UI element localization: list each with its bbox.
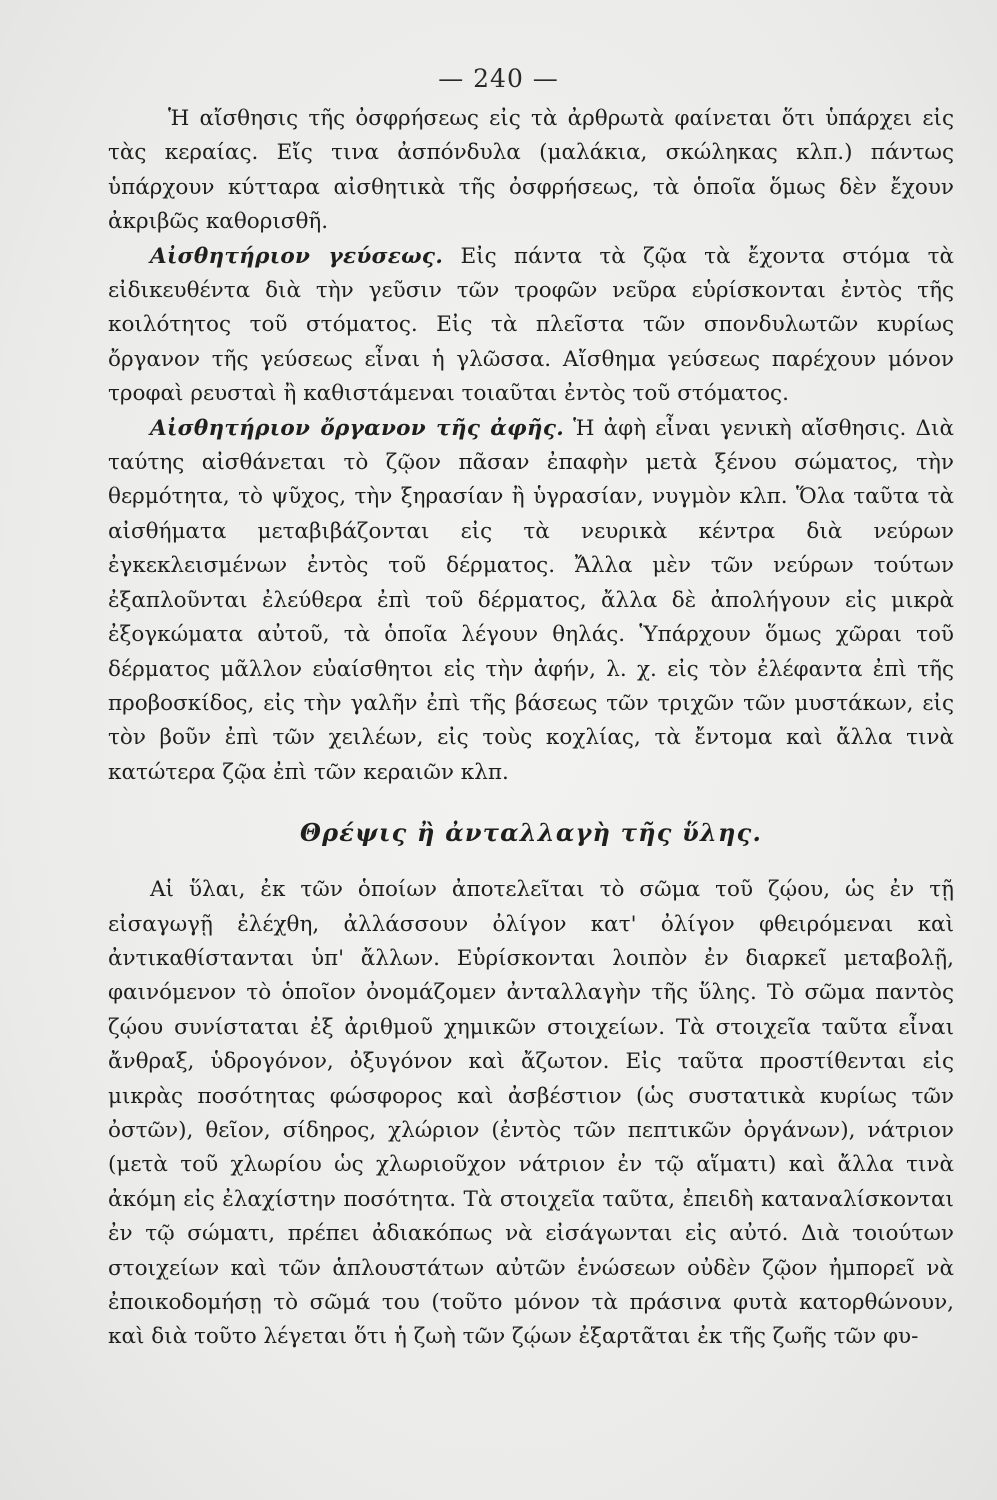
paragraph-touch-text: Ἡ ἀφὴ εἶναι γενικὴ αἴσθησις. Διὰ ταύτης αἰσθάνεται τὸ ζῷον πᾶσαν ἐπαφὴν μετὰ ξένου σώματος, τὴν θερμότητα, τὸ ψῦχος, τὴν ξηρασίαν ἢ ὑγρασίαν, νυγμὸν κλπ. Ὅλα ταῦτα τὰ αἰσθήματα μεταβιβάζονται εἰς τὰ νευρικὰ κέντρα διὰ νεύρων ἐγκεκλεισμένων ἐντὸς τοῦ δέρματος. Ἄλλα μὲν τῶν νεύρων τούτων ἐξαπλοῦνται ἐλεύθερα ἐπὶ τοῦ δέρματος, ἄλλα δὲ ἀπολήγουν εἰς μικρὰ ἐξογκώματα αὐτοῦ, τὰ ὁποῖα λέγουν θηλάς. Ὑπάρχουν ὅμως χῶραι τοῦ δέρματος μᾶλλον εὐαίσθητοι εἰς τὴν ἀφήν, λ. χ. εἰς τὸν ἐλέφαντα ἐπὶ τῆς προβοσκίδος, εἰς τὴν γαλῆν ἐπὶ τῆς βάσεως τῶν τριχῶν τῶν μυστάκων, εἰς τὸν βοῦν ἐπὶ τῶν χειλέων, εἰς τοὺς κοχλίας, τὰ ἔντομα καὶ ἄλλα τινὰ κατώτερα ζῷα ἐπὶ τῶν κεραιῶν κλπ. — [108, 415, 954, 785]
body-text — [108, 102, 954, 1355]
paragraph-taste — [108, 240, 954, 412]
term-touch-organ: Αἰσθητήριον ὄργανον τῆς ἀφῆς. — [150, 415, 565, 441]
paragraph-smell: Ἡ αἴσθησις τῆς ὀσφρήσεως εἰς τὰ ἀρθρωτὰ φαίνεται ὅτι ὑπάρχει εἰς τὰς κεραίας. Εἴς τινα ἀσπόνδυλα (μαλάκια, σκώληκας κλπ.) πάντως ὑπάρχουν κύτταρα αἰσθητικὰ τῆς ὀσφρήσεως, τὰ ὁποῖα ὅμως δὲν ἔχουν ἀκριβῶς καθορισθῆ. — [108, 106, 954, 235]
paragraph-metabolism: Αἱ ὕλαι, ἐκ τῶν ὁποίων ἀποτελεῖται τὸ σῶμα τοῦ ζῴου, ὡς ἐν τῇ εἰσαγωγῇ ἐλέχθη, ἀλλάσσουν ὀλίγον κατ' ὀλίγον φθειρόμεναι καὶ ἀντικαθίστανται ὑπ' ἄλλων. Εὑρίσκονται λοιπὸν ἐν διαρκεῖ μεταβολῇ, φαινόμενον τὸ ὁποῖον ὀνομάζομεν ἀνταλλαγὴν τῆς ὕλης. Τὸ σῶμα παντὸς ζῴου συνίσταται ἐξ ἀριθμοῦ χημικῶν στοιχείων. Τὰ στοιχεῖα ταῦτα εἶναι ἄνθραξ, ὑδρογόνον, ὀξυγόνον καὶ ἄζωτον. Εἰς ταῦτα προστίθενται εἰς μικρὰς ποσότητας φώσφορος καὶ ἀσβέστιον (ὡς συστατικὰ κυρίως τῶν ὀστῶν), θεῖον, σίδηρος, χλώριον (ἐντὸς τῶν πεπτικῶν ὀργάνων), νάτριον (μετὰ τοῦ χλωρίου ὡς χλωριοῦχον νάτριον ἐν τῷ αἵματι) καὶ ἄλλα τινὰ ἀκόμη εἰς ἐλαχίστην ποσότητα. Τὰ στοιχεῖα ταῦτα, ἐπειδὴ καταναλίσκονται ἐν τῷ σώματι, πρέπει ἀδιακόπως νὰ εἰσάγωνται εἰς αὐτό. Διὰ τοιούτων στοιχείων καὶ τῶν ἁπλουστάτων αὐτῶν ἑνώσεων οὐδὲν ζῷον ἠμπορεῖ νὰ ἐποικοδομήσῃ τὸ σῶμά του (τοῦτο μόνον τὰ πράσινα φυτὰ κατορθώνουν, καὶ διὰ τοῦτο λέγεται ὅτι ἡ ζωὴ τῶν ζῴων ἐξαρτᾶται ἐκ τῆς ζωῆς τῶν φυ- — [108, 877, 954, 1350]
paragraph-touch — [108, 412, 954, 790]
page-number: — 240 — — [438, 64, 559, 93]
paragraph-taste-text: Εἰς πάντα τὰ ζῷα τὰ ἔχοντα στόμα τὰ εἰδικευθέντα διὰ τὴν γεῦσιν τῶν τροφῶν νεῦρα εὑρίσκονται ἐντὸς τῆς κοιλότητος τοῦ στόματος. Εἰς τὰ πλεῖστα τῶν σπονδυλωτῶν κυρίως ὄργανον τῆς γεύσεως εἶναι ἡ γλῶσσα. Αἴσθημα γεύσεως παρέχουν μόνον τροφαὶ ρευσταὶ ἢ καθιστάμεναι τοιαῦται ἐντὸς τοῦ στόματος. — [108, 243, 954, 407]
section-heading-nutrition: Θρέψις ἢ ἀνταλλαγὴ τῆς ὕλης. — [299, 818, 762, 848]
term-taste-organ: Αἰσθητήριον γεύσεως. — [150, 243, 444, 269]
